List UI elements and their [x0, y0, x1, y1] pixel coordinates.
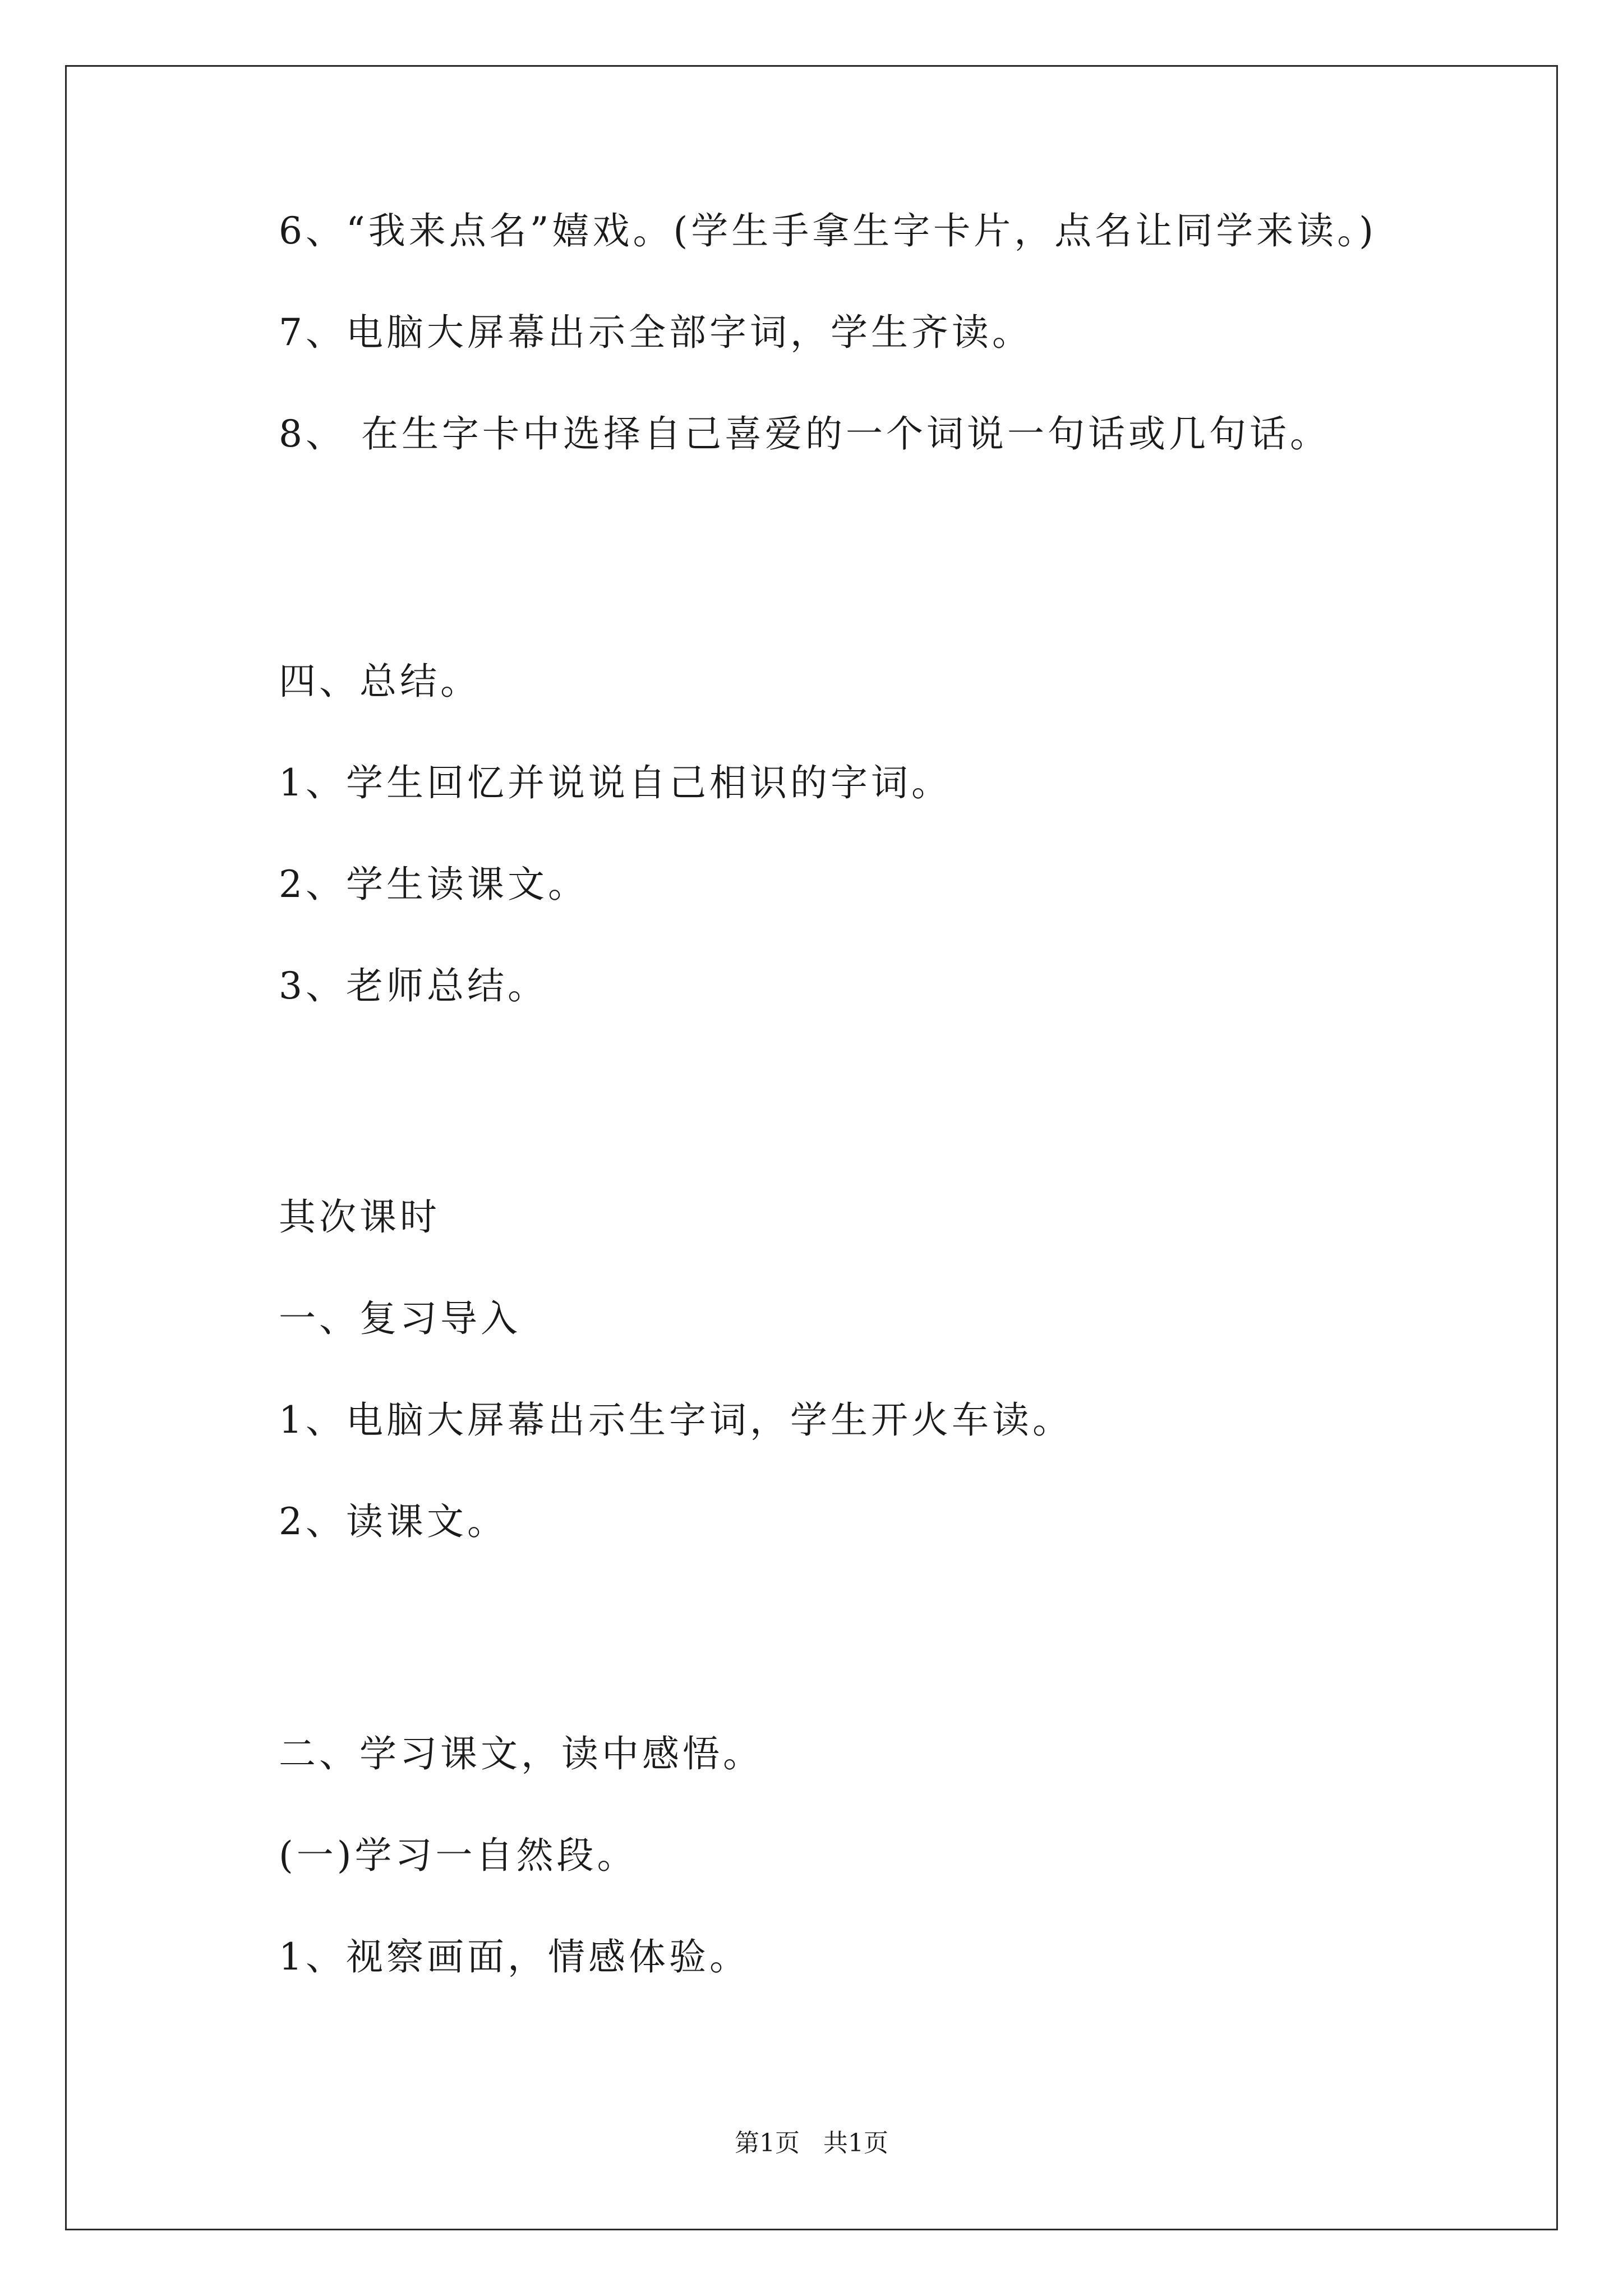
text-line: 6、“我来点名”嬉戏。(学生手拿生字卡片，点名让同学来读。)	[279, 209, 1377, 252]
text-line: 2、学生读课文。	[279, 863, 588, 906]
text-line: 1、电脑大屏幕出示生字词，学生开火车读。	[279, 1398, 1073, 1442]
section-heading: 一、复习导入	[279, 1297, 521, 1340]
section-heading: 其次课时	[279, 1195, 440, 1239]
text-line: 8、 在生字卡中选择自己喜爱的一个词说一句话或几句话。	[279, 412, 1330, 455]
text-line: (一)学习一自然段。	[279, 1834, 638, 1877]
page-total: 共1页	[823, 2129, 888, 2157]
text-line: 3、老师总结。	[279, 964, 548, 1007]
page-border	[65, 65, 1558, 2230]
text-line: 7、电脑大屏幕出示全部字词，学生齐读。	[279, 311, 1032, 354]
text-line: 1、视察画面，情感体验。	[279, 1935, 750, 1978]
text-line: 2、读课文。	[279, 1500, 508, 1543]
section-heading: 二、学习课文，读中感悟。	[279, 1732, 763, 1775]
section-heading: 四、总结。	[279, 660, 481, 703]
text-line: 1、学生回忆并说说自己相识的字词。	[279, 761, 952, 804]
page-footer	[0, 2127, 1623, 2160]
page-number: 第1页	[735, 2129, 800, 2157]
